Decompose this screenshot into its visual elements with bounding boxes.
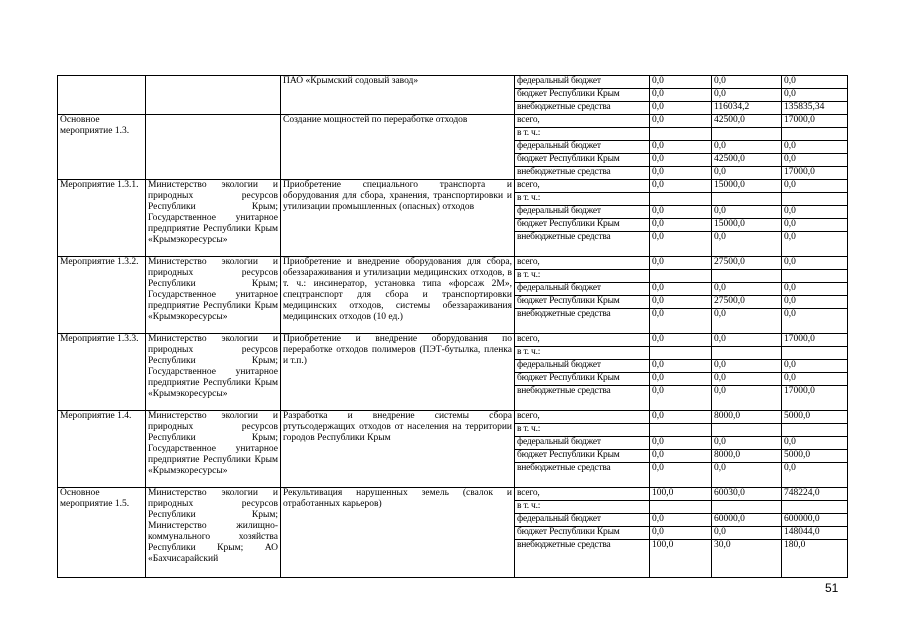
- table-row: [58, 115, 848, 128]
- amount-year-2: 0,0: [712, 360, 782, 373]
- amount-year-2: [712, 424, 782, 437]
- amount-year-3: 0,0: [782, 232, 848, 257]
- amount-year-3: 5000,0: [782, 411, 848, 424]
- amount-year-3: 0,0: [782, 257, 848, 270]
- amount-year-3: 600000,0: [782, 514, 848, 527]
- amount-year-1: 0,0: [650, 360, 712, 373]
- amount-year-3: [782, 270, 848, 283]
- funding-source-label: бюджет Республики Крым: [515, 450, 650, 463]
- amount-year-1: 0,0: [650, 141, 712, 154]
- measure-cell: Мероприятие 1.3.2.: [58, 257, 146, 334]
- amount-year-2: 30,0: [712, 540, 782, 578]
- table-row: [58, 411, 848, 424]
- funding-source-label: федеральный бюджет: [515, 437, 650, 450]
- amount-year-3: 0,0: [782, 219, 848, 232]
- table-row: [58, 180, 848, 193]
- funding-source-label: федеральный бюджет: [515, 283, 650, 296]
- funding-source-label: всего,: [515, 488, 650, 501]
- amount-year-3: 0,0: [782, 463, 848, 488]
- funding-source-label: бюджет Республики Крым: [515, 154, 650, 167]
- executor-cell: Министерство экологии и природных ресурсов Республики Крым; Государственное унитарное предприятие Республики Крым «Крымэкоресурсы»: [146, 257, 281, 334]
- amount-year-2: 60030,0: [712, 488, 782, 501]
- funding-source-label: бюджет Республики Крым: [515, 296, 650, 309]
- amount-year-1: 0,0: [650, 527, 712, 540]
- table-row: [58, 257, 848, 270]
- amount-year-3: 5000,0: [782, 450, 848, 463]
- funding-source-label: бюджет Республики Крым: [515, 219, 650, 232]
- amount-year-2: [712, 270, 782, 283]
- funding-source-label: всего,: [515, 115, 650, 128]
- amount-year-3: 0,0: [782, 206, 848, 219]
- amount-year-1: [650, 501, 712, 514]
- amount-year-1: 0,0: [650, 167, 712, 180]
- amount-year-1: 0,0: [650, 411, 712, 424]
- amount-year-1: [650, 424, 712, 437]
- amount-year-2: [712, 193, 782, 206]
- amount-year-1: [650, 270, 712, 283]
- amount-year-3: 0,0: [782, 296, 848, 309]
- amount-year-2: 0,0: [712, 206, 782, 219]
- amount-year-3: 0,0: [782, 76, 848, 89]
- amount-year-1: 0,0: [650, 450, 712, 463]
- measure-cell: Основное мероприятие 1.3.: [58, 115, 146, 180]
- amount-year-1: 0,0: [650, 232, 712, 257]
- amount-year-1: 0,0: [650, 89, 712, 102]
- funding-source-label: федеральный бюджет: [515, 206, 650, 219]
- amount-year-1: 0,0: [650, 102, 712, 115]
- funding-source-label: внебюджетные средства: [515, 102, 650, 115]
- description-cell: Приобретение и внедрение оборудования для сбора, обеззараживания и утилизации медицинских отходов, в т. ч.: инсинератор, установка типа «форсаж 2М», спецтранспорт для сбора и транспортировки медицинских отходов, системы обеззараживания медицинских отходов (10 ед.): [281, 257, 515, 334]
- measure-cell: Мероприятие 1.4.: [58, 411, 146, 488]
- funding-source-label: в т. ч.:: [515, 347, 650, 360]
- amount-year-2: 0,0: [712, 386, 782, 411]
- amount-year-2: 8000,0: [712, 450, 782, 463]
- amount-year-2: [712, 128, 782, 141]
- funding-source-label: внебюджетные средства: [515, 232, 650, 257]
- amount-year-2: 0,0: [712, 76, 782, 89]
- description-cell: ПАО «Крымский содовый завод»: [281, 76, 515, 115]
- amount-year-3: 0,0: [782, 154, 848, 167]
- amount-year-3: 180,0: [782, 540, 848, 578]
- amount-year-3: 748224,0: [782, 488, 848, 501]
- amount-year-2: [712, 347, 782, 360]
- amount-year-3: 0,0: [782, 141, 848, 154]
- amount-year-2: 0,0: [712, 232, 782, 257]
- amount-year-2: 0,0: [712, 527, 782, 540]
- amount-year-3: 17000,0: [782, 334, 848, 347]
- amount-year-3: 148044,0: [782, 527, 848, 540]
- amount-year-2: 0,0: [712, 309, 782, 334]
- table-row: [58, 334, 848, 347]
- funding-source-label: федеральный бюджет: [515, 141, 650, 154]
- page-number: 51: [825, 581, 839, 595]
- amount-year-3: 135835,34: [782, 102, 848, 115]
- funding-source-label: в т. ч.:: [515, 424, 650, 437]
- amount-year-2: 60000,0: [712, 514, 782, 527]
- amount-year-2: [712, 501, 782, 514]
- amount-year-3: 0,0: [782, 373, 848, 386]
- amount-year-3: 17000,0: [782, 386, 848, 411]
- amount-year-2: 42500,0: [712, 154, 782, 167]
- executor-cell: Министерство экологии и природных ресурсов Республики Крым; Государственное унитарное предприятие Республики Крым «Крымэкоресурсы»: [146, 411, 281, 488]
- funding-source-label: бюджет Республики Крым: [515, 89, 650, 102]
- amount-year-2: 27500,0: [712, 257, 782, 270]
- amount-year-3: [782, 347, 848, 360]
- amount-year-1: 0,0: [650, 463, 712, 488]
- amount-year-3: [782, 424, 848, 437]
- measure-cell: Мероприятие 1.3.3.: [58, 334, 146, 411]
- description-cell: Создание мощностей по переработке отходов: [281, 115, 515, 180]
- amount-year-1: [650, 128, 712, 141]
- amount-year-1: 0,0: [650, 309, 712, 334]
- amount-year-1: 0,0: [650, 180, 712, 193]
- funding-source-label: федеральный бюджет: [515, 360, 650, 373]
- funding-source-label: в т. ч.:: [515, 270, 650, 283]
- amount-year-3: [782, 501, 848, 514]
- amount-year-2: 15000,0: [712, 180, 782, 193]
- amount-year-3: [782, 128, 848, 141]
- amount-year-1: 0,0: [650, 257, 712, 270]
- amount-year-2: 0,0: [712, 141, 782, 154]
- amount-year-1: 0,0: [650, 437, 712, 450]
- amount-year-2: 27500,0: [712, 296, 782, 309]
- executor-cell: [146, 76, 281, 115]
- amount-year-2: 0,0: [712, 283, 782, 296]
- measure-cell: Мероприятие 1.3.1.: [58, 180, 146, 257]
- amount-year-2: 0,0: [712, 89, 782, 102]
- amount-year-1: 0,0: [650, 219, 712, 232]
- funding-source-label: внебюджетные средства: [515, 540, 650, 578]
- amount-year-2: 0,0: [712, 334, 782, 347]
- amount-year-2: 0,0: [712, 463, 782, 488]
- amount-year-3: 17000,0: [782, 167, 848, 180]
- measure-cell: Основное мероприятие 1.5.: [58, 488, 146, 578]
- amount-year-1: 0,0: [650, 386, 712, 411]
- amount-year-2: 15000,0: [712, 219, 782, 232]
- funding-source-label: всего,: [515, 257, 650, 270]
- funding-source-label: всего,: [515, 180, 650, 193]
- funding-source-label: внебюджетные средства: [515, 309, 650, 334]
- funding-source-label: в т. ч.:: [515, 128, 650, 141]
- amount-year-1: 0,0: [650, 514, 712, 527]
- amount-year-1: 100,0: [650, 488, 712, 501]
- amount-year-1: 0,0: [650, 296, 712, 309]
- funding-source-label: всего,: [515, 334, 650, 347]
- amount-year-2: 0,0: [712, 167, 782, 180]
- funding-source-label: федеральный бюджет: [515, 514, 650, 527]
- amount-year-3: 0,0: [782, 283, 848, 296]
- amount-year-1: 0,0: [650, 76, 712, 89]
- executor-cell: Министерство экологии и природных ресурсов Республики Крым; Государственное унитарное предприятие Республики Крым «Крымэкоресурсы»: [146, 334, 281, 411]
- funding-source-label: внебюджетные средства: [515, 167, 650, 180]
- measure-cell: [58, 76, 146, 115]
- funding-source-label: бюджет Республики Крым: [515, 527, 650, 540]
- amount-year-1: 100,0: [650, 540, 712, 578]
- amount-year-1: 0,0: [650, 115, 712, 128]
- amount-year-3: 0,0: [782, 309, 848, 334]
- amount-year-3: 17000,0: [782, 115, 848, 128]
- amount-year-3: 0,0: [782, 360, 848, 373]
- amount-year-3: 0,0: [782, 437, 848, 450]
- amount-year-2: 0,0: [712, 373, 782, 386]
- amount-year-1: [650, 193, 712, 206]
- table-row: [58, 76, 848, 89]
- budget-table: [57, 75, 848, 578]
- amount-year-1: 0,0: [650, 373, 712, 386]
- description-cell: Разработка и внедрение системы сбора ртутьсодержащих отходов от населения на территории городов Республики Крым: [281, 411, 515, 488]
- amount-year-3: [782, 193, 848, 206]
- amount-year-1: 0,0: [650, 283, 712, 296]
- description-cell: Приобретение специального транспорта и оборудования для сбора, хранения, транспортировки и утилизации промышленных (опасных) отходов: [281, 180, 515, 257]
- table-row: [58, 488, 848, 501]
- amount-year-2: 8000,0: [712, 411, 782, 424]
- funding-source-label: всего,: [515, 411, 650, 424]
- amount-year-3: 0,0: [782, 89, 848, 102]
- amount-year-2: 116034,2: [712, 102, 782, 115]
- amount-year-1: 0,0: [650, 334, 712, 347]
- funding-source-label: в т. ч.:: [515, 193, 650, 206]
- funding-source-label: внебюджетные средства: [515, 463, 650, 488]
- amount-year-2: 0,0: [712, 437, 782, 450]
- funding-source-label: федеральный бюджет: [515, 76, 650, 89]
- funding-source-label: в т. ч.:: [515, 501, 650, 514]
- description-cell: Рекультивация нарушенных земель (свалок и отработанных карьеров): [281, 488, 515, 578]
- amount-year-3: 0,0: [782, 180, 848, 193]
- amount-year-1: 0,0: [650, 206, 712, 219]
- executor-cell: Министерство экологии и природных ресурсов Республики Крым; Министерство жилищно-коммунального хозяйства Республики Крым; АО «Бахчисарайский: [146, 488, 281, 578]
- funding-source-label: бюджет Республики Крым: [515, 373, 650, 386]
- description-cell: Приобретение и внедрение оборудования по переработке отходов полимеров (ПЭТ-бутылка, пленка и т.п.): [281, 334, 515, 411]
- executor-cell: Министерство экологии и природных ресурсов Республики Крым; Государственное унитарное предприятие Республики Крым «Крымэкоресурсы»: [146, 180, 281, 257]
- funding-source-label: внебюджетные средства: [515, 386, 650, 411]
- executor-cell: [146, 115, 281, 180]
- amount-year-2: 42500,0: [712, 115, 782, 128]
- amount-year-1: [650, 347, 712, 360]
- amount-year-1: 0,0: [650, 154, 712, 167]
